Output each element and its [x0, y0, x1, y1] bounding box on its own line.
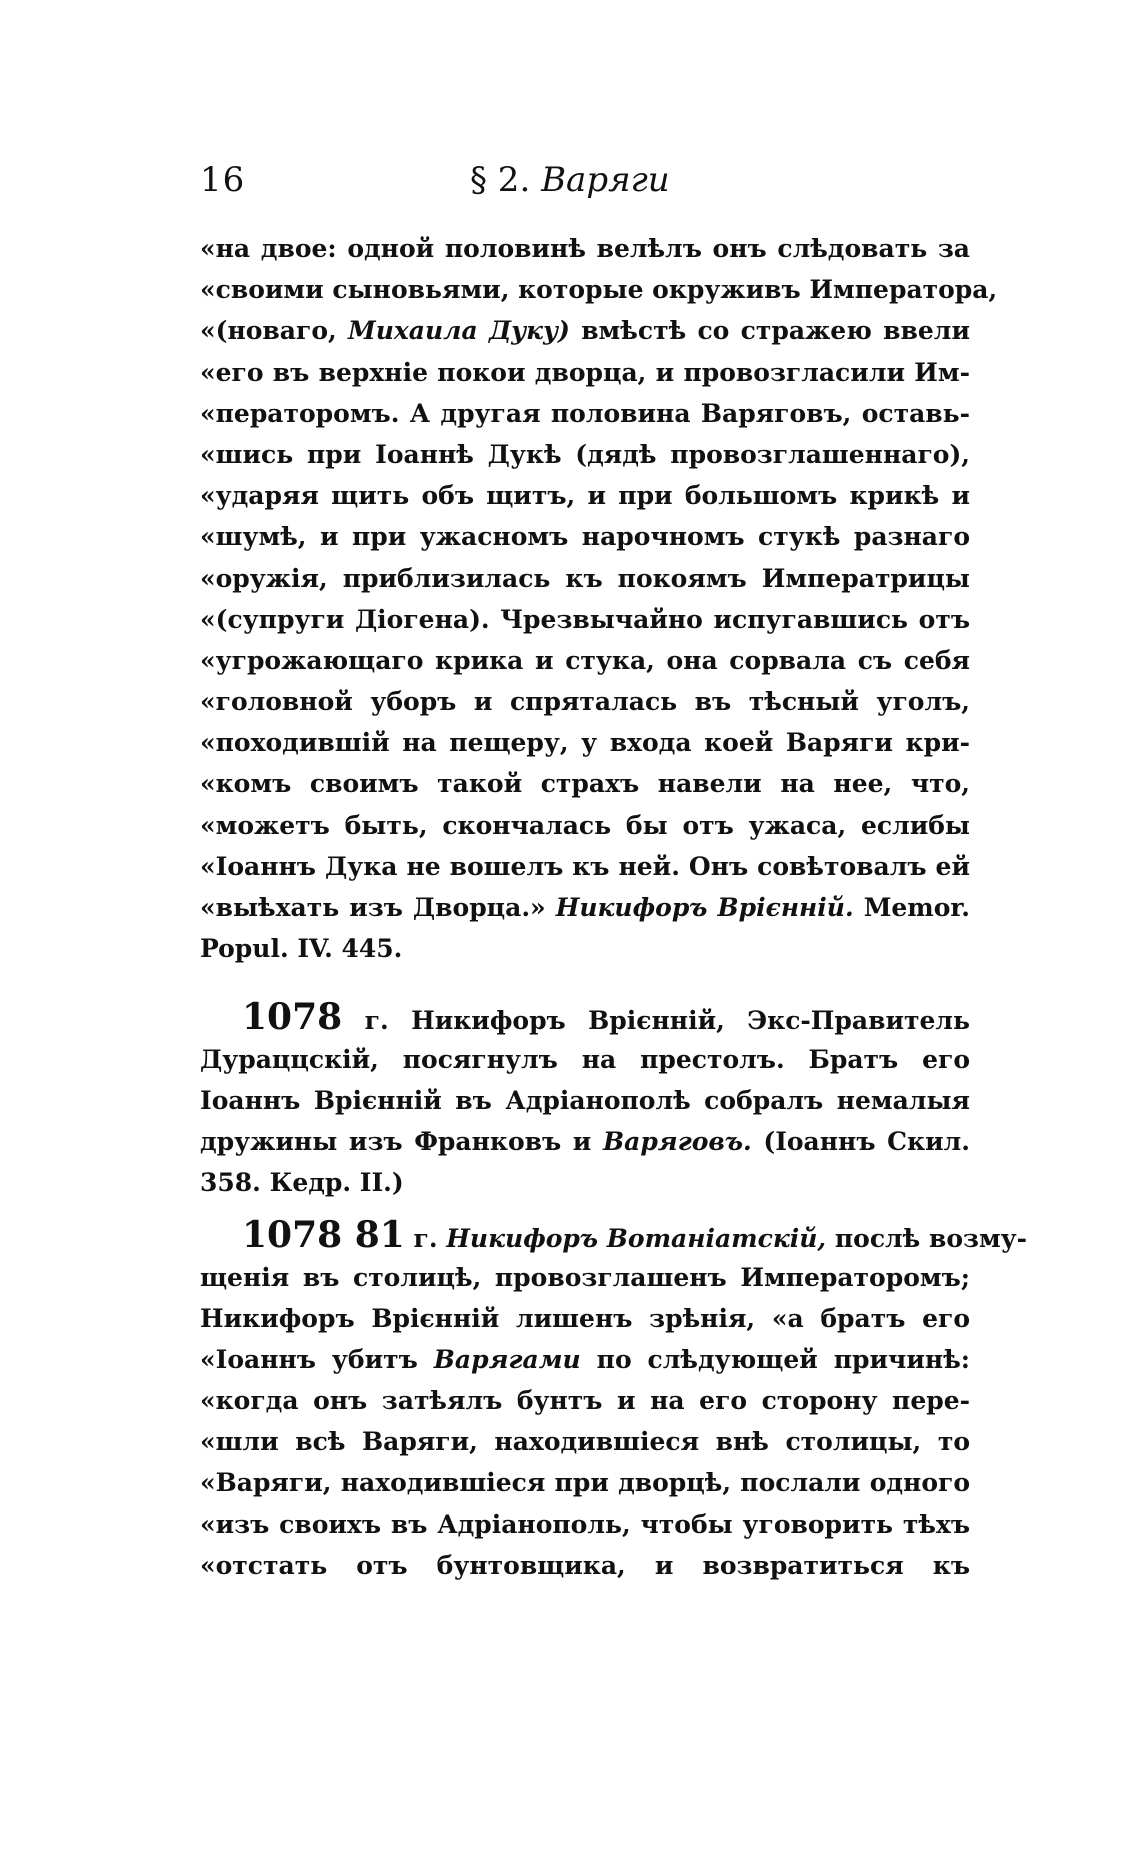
paragraph-gap: [200, 969, 970, 997]
text-line: Никифоръ Врієнній лишенъ зрѣнія, «а братъ его: [200, 1303, 970, 1333]
paragraph-1078: [200, 997, 970, 1203]
year-heading: 1078: [242, 996, 343, 1039]
text-run: по слѣдующей причинѣ:: [596, 1344, 970, 1374]
text-line: «угрожающаго крика и стука, она сорвала съ себя: [200, 645, 970, 675]
text-line: щенія въ столицѣ, провозглашенъ Императоромъ;: [200, 1262, 970, 1292]
text-line: «Іоаннъ Дука не вошелъ къ ней. Онъ совѣтовалъ ей: [200, 851, 970, 881]
text-line: «шумѣ, и при ужасномъ нарочномъ стукѣ разнаго: [200, 522, 970, 552]
text-run: «выѣхать изъ Дворца.»: [200, 893, 546, 922]
section-mark: § 2.: [470, 160, 531, 200]
text-line: «его въ верхніе покои дворца, и провозгласили Им-: [200, 357, 970, 387]
text-run: вмѣстѣ со стражею ввели: [581, 316, 970, 346]
year-heading: 1078 81: [242, 1214, 405, 1257]
text-run: г.: [413, 1224, 438, 1254]
text-run: послѣ возму-: [834, 1224, 1028, 1254]
section-title: Варяги: [541, 160, 670, 200]
text-line: «шли всѣ Варяги, находившіеся внѣ столицы, то: [200, 1427, 970, 1457]
quote-block: [200, 228, 998, 969]
text-line: [200, 887, 970, 928]
text-line: «отстать отъ бунтовщика, и возвратиться къ: [200, 1550, 970, 1580]
text-line: [200, 310, 970, 351]
text-line: «(супруги Діогена). Чрезвычайно испугавшись отъ: [200, 604, 970, 634]
text-line: Popul. IV. 445.: [200, 934, 403, 964]
text-line: [200, 1214, 1028, 1257]
text-line: «оружія, приблизилась къ покоямъ Императрицы: [200, 563, 970, 593]
text-line: «своими сыновьями, которые окруживъ Императора,: [200, 275, 998, 305]
citation-source: Memor.: [863, 893, 970, 922]
text-run: «Іоаннъ убитъ: [200, 1344, 418, 1374]
text-run: «(новаго,: [200, 316, 337, 346]
paragraph-1078-81: [200, 1214, 1028, 1586]
text-line: «ударяя щить объ щитъ, и при большомъ крикѣ и: [200, 481, 970, 511]
text-line: «изъ своихъ въ Адріанополь, чтобы уговорить тѣхъ: [200, 1509, 970, 1539]
body-text: [200, 228, 1028, 1586]
citation-author: Никифоръ Врієнній.: [555, 893, 854, 922]
text-line: «можетъ быть, скончалась бы отъ ужаса, еслибы: [200, 810, 970, 840]
text-line: «шись при Іоаннѣ Дукѣ (дядѣ провозглашеннаго),: [200, 439, 970, 469]
text-line: «Варяги, находившіеся при дворцѣ, послали одного: [200, 1468, 970, 1498]
page-number: 16: [200, 160, 246, 200]
page-header: [200, 160, 970, 210]
text-line: «на двое: одной половинѣ велѣлъ онъ слѣдовать за: [200, 234, 970, 263]
text-line: «ператоромъ. А другая половина Варяговъ, оставь-: [200, 398, 970, 428]
text-run: г. Никифоръ Врієнній, Экс-Правитель: [364, 1006, 970, 1036]
italic-name: Никифоръ Вотаніатскій,: [446, 1224, 827, 1254]
italic-name: Михаила Дуку): [348, 316, 570, 346]
text-line: Іоаннъ Врієнній въ Адріанополѣ собралъ немалыя: [200, 1085, 970, 1115]
text-line: «походившій на пещеру, у входа коей Варяги кри-: [200, 728, 970, 758]
running-title: [470, 160, 670, 200]
text-line: «когда онъ затѣялъ бунтъ и на его сторону пере-: [200, 1386, 970, 1416]
text-line: Дураццскій, посягнулъ на престолъ. Братъ его: [200, 1044, 970, 1074]
text-line: «головной уборъ и спряталась въ тѣсный уголъ,: [200, 687, 970, 717]
text-line: [200, 997, 970, 1038]
italic-name: Варягами: [433, 1344, 581, 1374]
citation-source: (Іоаннъ Скил.: [763, 1126, 970, 1156]
text-line: «комъ своимъ такой страхъ навели на нее, что,: [200, 769, 970, 799]
text-run: дружины изъ Франковъ и: [200, 1126, 592, 1156]
text-line: [200, 1339, 970, 1380]
italic-name: Варяговъ.: [602, 1126, 752, 1156]
text-line: [200, 1121, 970, 1162]
text-line: 358. Кедр. II.): [200, 1168, 404, 1198]
